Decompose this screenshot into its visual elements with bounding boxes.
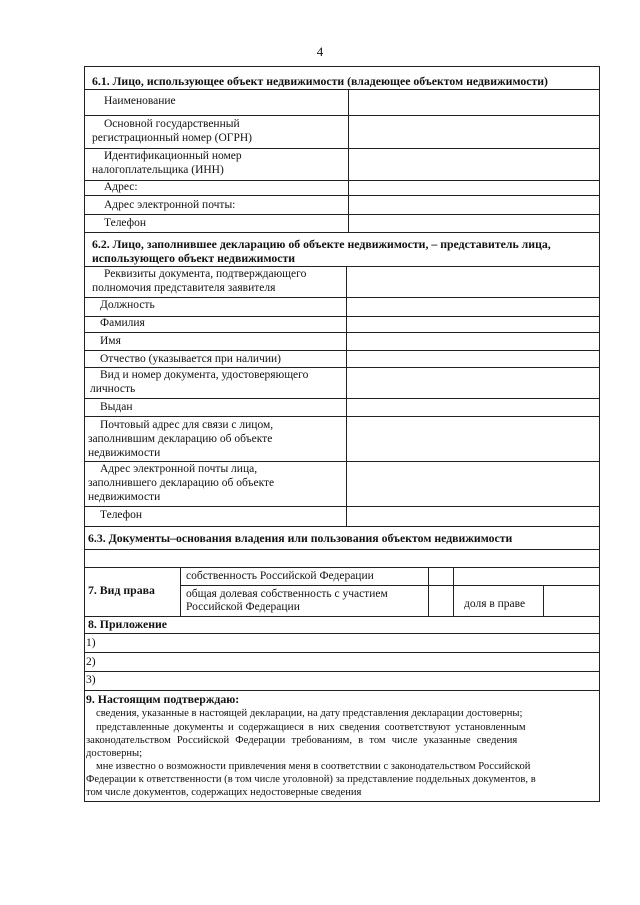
attachment-item: 3) <box>86 674 96 686</box>
input-name[interactable] <box>349 90 599 114</box>
input-attachment-3[interactable] <box>104 672 599 689</box>
label-postal-line2: заполнившим декларацию об объекте <box>88 433 273 445</box>
label-authority-doc-line2: полномочия представителя заявителя <box>92 282 276 294</box>
label-rep-email-line3: недвижимости <box>88 491 161 503</box>
attachment-item: 1) <box>86 637 96 649</box>
label-phone: Телефон <box>104 217 147 229</box>
label-name: Наименование <box>104 95 176 107</box>
label-inn-line2: налогоплательщика (ИНН) <box>92 164 224 176</box>
input-attachment-1[interactable] <box>104 634 599 651</box>
input-phone[interactable] <box>349 215 599 231</box>
label-ogrn-line2: регистрационный номер (ОГРН) <box>92 132 252 144</box>
label-authority-doc-line1: Реквизиты документа, подтверждающего <box>104 268 307 280</box>
label-email: Адрес электронной почты: <box>104 199 236 211</box>
input-inn[interactable] <box>349 149 599 179</box>
input-surname[interactable] <box>347 317 599 331</box>
section-6-2-title-line1: 6.2. Лицо, заполнившее декларацию об объекте недвижимости, – представитель лица, <box>92 237 551 251</box>
input-position[interactable] <box>347 298 599 315</box>
confirm-line-4: достоверны; <box>86 748 143 759</box>
checkbox-federal-ownership[interactable] <box>429 568 452 584</box>
label-rep-email-line1: Адрес электронной почты лица, <box>100 463 258 475</box>
attachment-item: 2) <box>86 656 96 668</box>
label-first-name: Имя <box>100 335 121 347</box>
label-postal-line1: Почтовый адрес для связи с лицом, <box>100 419 274 431</box>
confirm-line-2: представленные документы и содержащиеся в них сведения соответствуют установленным <box>96 722 526 733</box>
input-first-name[interactable] <box>347 333 599 349</box>
input-ownership-docs[interactable] <box>85 550 599 566</box>
input-attachment-2[interactable] <box>104 653 599 670</box>
input-postal-address[interactable] <box>347 417 599 460</box>
input-address[interactable] <box>349 181 599 194</box>
checkbox-shared-ownership[interactable] <box>429 586 452 615</box>
input-ogrn[interactable] <box>349 116 599 147</box>
input-issued[interactable] <box>347 399 599 415</box>
confirm-line-5: мне известно о возможности привлечения меня в соответствии с законодательством Российской <box>96 761 531 772</box>
right-option-shared-line2: Российской Федерации <box>186 601 300 613</box>
right-option-federal-ownership: собственность Российской Федерации <box>186 570 374 582</box>
label-rep-email-line2: заполнившего декларацию об объекте <box>88 477 275 489</box>
label-rep-phone: Телефон <box>100 509 143 521</box>
confirm-line-6: Федерации к ответственности (в том числе уголовной) за представление поддельных документов, в <box>86 774 536 785</box>
label-inn-line1: Идентификационный номер <box>104 150 242 162</box>
section-6-3-title: 6.3. Документы–основания владения или пользования объектом недвижимости <box>88 531 513 545</box>
label-surname: Фамилия <box>100 317 145 329</box>
section-6-2-title-line2: использующего объект недвижимости <box>92 251 296 265</box>
right-option-shared-line1: общая долевая собственность с участием <box>186 588 388 600</box>
label-id-doc-line2: личность <box>90 383 136 395</box>
confirm-line-3: законодательством Российской Федерации требованиям, в том числе указанные сведения <box>86 735 518 746</box>
input-id-doc[interactable] <box>347 368 599 397</box>
input-patronymic[interactable] <box>347 351 599 366</box>
label-ogrn-line1: Основной государственный <box>104 118 240 130</box>
label-postal-line3: недвижимости <box>88 447 161 459</box>
input-authority-doc[interactable] <box>347 267 599 296</box>
input-rep-email[interactable] <box>347 462 599 505</box>
section-8-title: 8. Приложение <box>88 617 168 631</box>
input-share[interactable] <box>544 586 599 615</box>
label-issued: Выдан <box>100 401 133 413</box>
label-share: доля в праве <box>464 598 526 610</box>
section-7-title: 7. Вид права <box>88 583 155 597</box>
label-position: Должность <box>100 299 155 311</box>
section-6-1-title: 6.1. Лицо, использующее объект недвижимости (владеющее объектом недвижимости) <box>92 74 548 88</box>
label-patronymic: Отчество (указывается при наличии) <box>100 353 282 365</box>
page-number: 4 <box>316 44 324 59</box>
section-9-title: 9. Настоящим подтверждаю: <box>86 692 240 706</box>
label-id-doc-line1: Вид и номер документа, удостоверяющего <box>100 369 309 381</box>
label-address: Адрес: <box>104 181 138 193</box>
input-email[interactable] <box>349 196 599 213</box>
input-rep-phone[interactable] <box>347 507 599 525</box>
confirm-line-7: том числе документов, содержащих недостоверные сведения <box>86 787 362 798</box>
confirm-line-1: сведения, указанные в настоящей декларации, на дату представления декларации достоверны; <box>96 708 523 719</box>
